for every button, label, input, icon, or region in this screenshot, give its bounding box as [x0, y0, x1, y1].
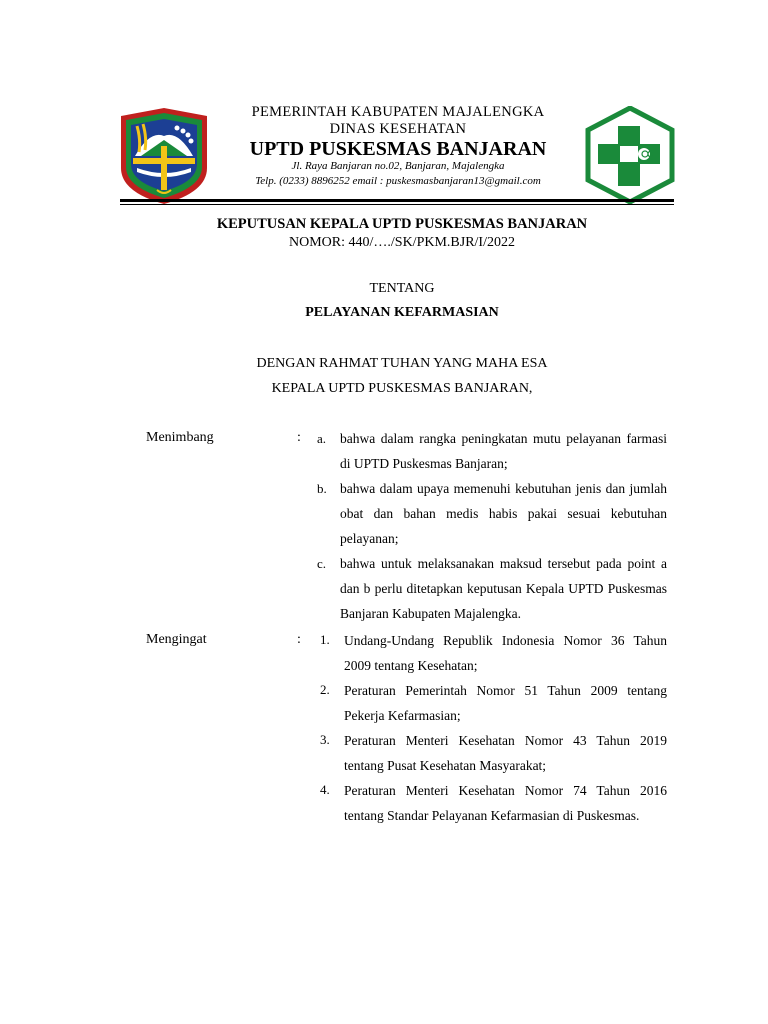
mengingat-marker-1: 1.: [320, 632, 330, 647]
menimbang-item-a: bahwa dalam rangka peningkatan mutu pelayanan farmasi di UPTD Puskesmas Banjaran;: [340, 431, 667, 471]
menimbang-marker-c: c.: [317, 556, 327, 571]
letterhead-institution: UPTD PUSKESMAS BANJARAN: [249, 138, 547, 160]
mengingat-item-1: Undang-Undang Republik Indonesia Nomor 36 Tahun 2009 tentang Kesehatan;: [344, 633, 667, 673]
menimbang-marker-a: a.: [317, 431, 327, 446]
mengingat-item-4: Peraturan Menteri Kesehatan Nomor 74 Tahun 2016 tentang Standar Pelayanan Kefarmasian di Puskesmas.: [344, 783, 667, 823]
letterhead-contact: Telp. (0233) 8896252 email : puskesmasbanjaran13@gmail.com: [255, 175, 541, 187]
menimbang-item-c: bahwa untuk melaksanakan maksud tersebut pada point a dan b perlu ditetapkan keputusan Kepala UPTD Puskesmas Banjaran Kabupaten Majalengka.: [340, 556, 667, 621]
menimbang-marker-b: b.: [317, 481, 327, 496]
about-label: TENTANG: [369, 281, 435, 296]
mengingat-marker-2: 2.: [320, 682, 330, 697]
decree-subject: PELAYANAN KEFARMASIAN: [305, 305, 499, 320]
invocation: DENGAN RAHMAT TUHAN YANG MAHA ESA: [256, 356, 548, 371]
letterhead-divider-thick: [120, 199, 674, 202]
letterhead-government: PEMERINTAH KABUPATEN MAJALENGKA: [251, 104, 545, 120]
mengingat-colon: :: [297, 632, 301, 647]
issuer: KEPALA UPTD PUSKESMAS BANJARAN,: [271, 381, 533, 396]
letterhead-department: DINAS KESEHATAN: [329, 121, 467, 137]
menimbang-colon: :: [297, 430, 301, 445]
letterhead-divider-thin: [120, 204, 674, 205]
majalengka-emblem-logo: [117, 106, 211, 206]
menimbang-item-b: bahwa dalam upaya memenuhi kebutuhan jenis dan jumlah obat dan bahan medis habis pakai sesuai kebutuhan pelayanan;: [340, 481, 667, 546]
mengingat-marker-4: 4.: [320, 782, 330, 797]
letterhead-address: Jl. Raya Banjaran no.02, Banjaran, Majalengka: [291, 160, 505, 172]
menimbang-label: Menimbang: [146, 430, 214, 445]
decree-number: NOMOR: 440/…./SK/PKM.BJR/I/2022: [289, 235, 515, 250]
mengingat-item-3: Peraturan Menteri Kesehatan Nomor 43 Tahun 2019 tentang Pusat Kesehatan Masyarakat;: [344, 733, 667, 773]
decree-title: KEPUTUSAN KEPALA UPTD PUSKESMAS BANJARAN: [216, 216, 588, 232]
mengingat-label: Mengingat: [146, 632, 207, 647]
mengingat-marker-3: 3.: [320, 732, 330, 747]
puskesmas-logo: [584, 106, 676, 204]
mengingat-item-2: Peraturan Pemerintah Nomor 51 Tahun 2009 tentang Pekerja Kefarmasian;: [344, 683, 667, 723]
